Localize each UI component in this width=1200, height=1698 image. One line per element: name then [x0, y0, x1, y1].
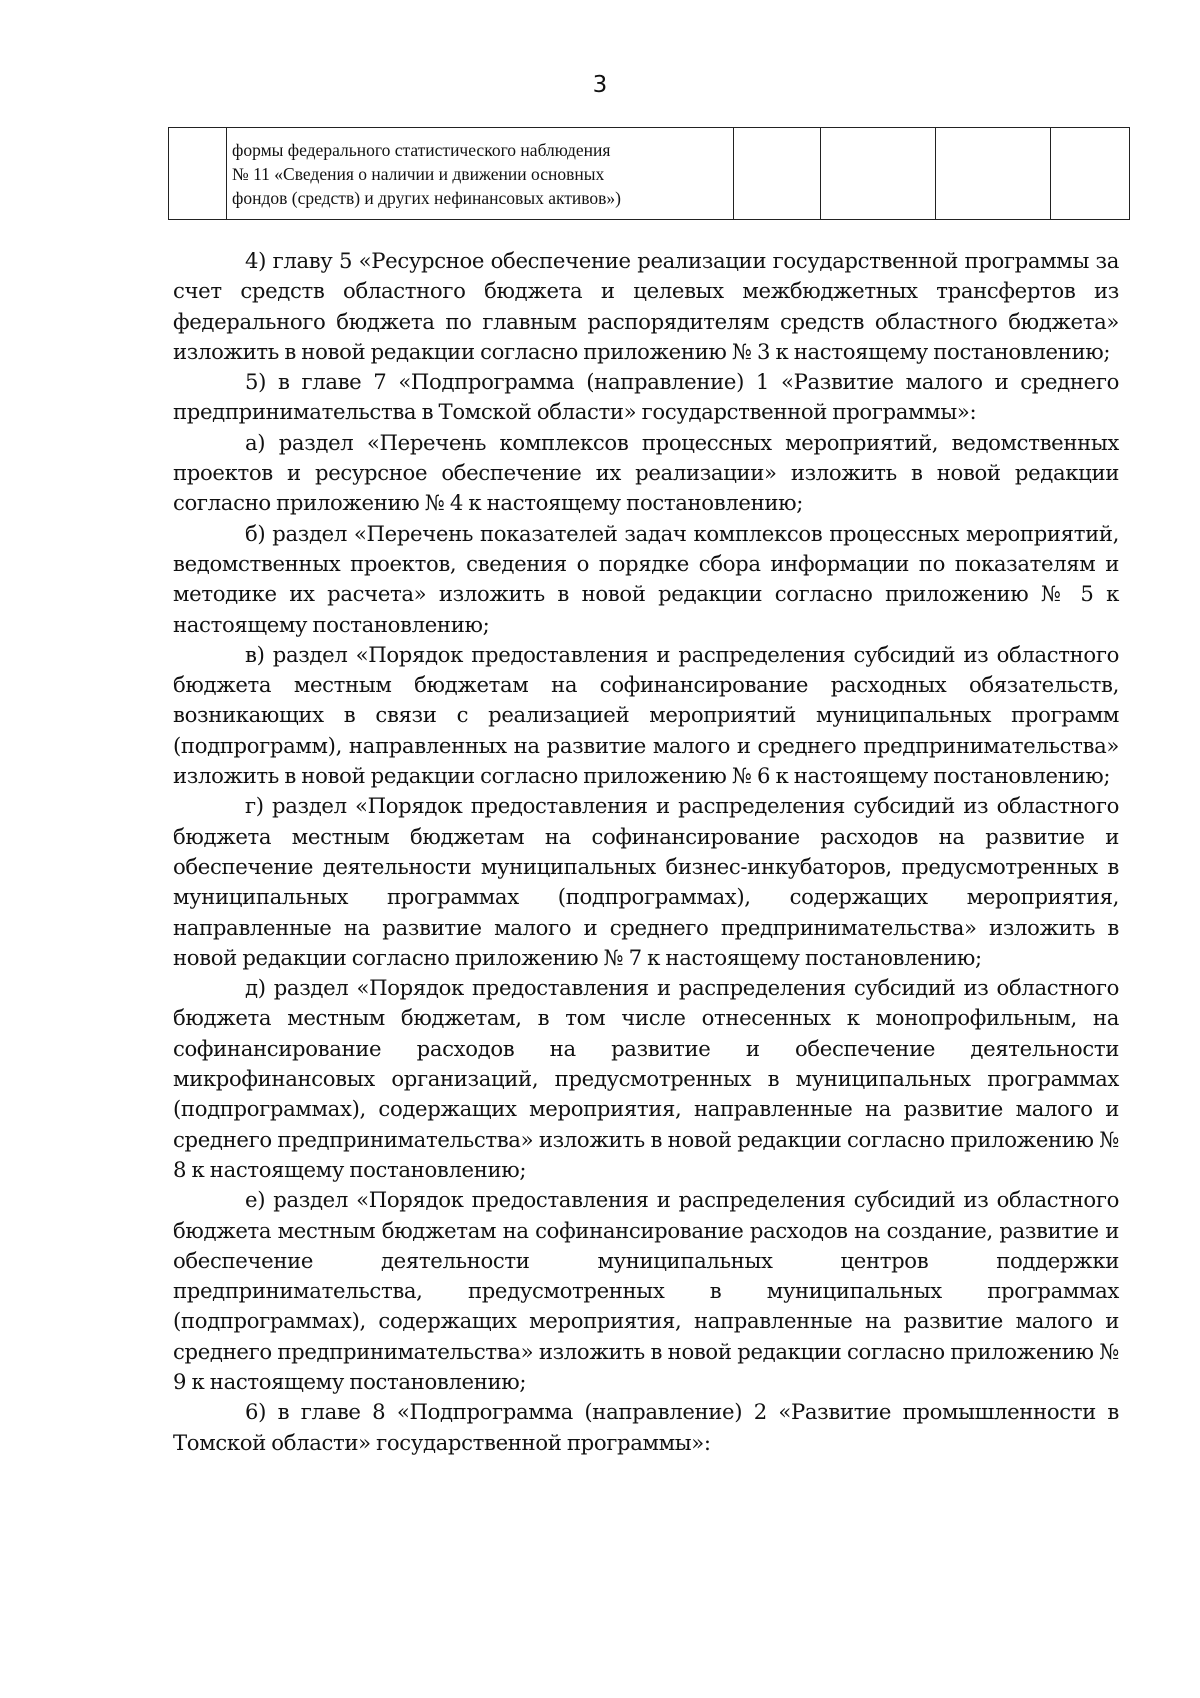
paragraph-item-6: 6) в главе 8 «Подпрограмма (направление) 2 «Развитие промышленности в Томской области» государственной программы»:	[173, 1399, 1119, 1455]
table-cell-empty	[1051, 128, 1130, 220]
page-number: 3	[592, 72, 608, 98]
paragraph-item-5v: в) раздел «Порядок предоставления и распределения субсидий из областного бюджета местным бюджетам на софинансирование расходных обязательств, возникающих в связи с реализацией мероприятий муниципальных программ (подпрограмм), направленных на развитие малого и среднего предпринимательства» изложить в новой редакции согласно приложению № 6 к настоящему постановлению;	[173, 641, 1119, 789]
paragraph-item-5g: г) раздел «Порядок предоставления и распределения субсидий из областного бюджета местным бюджетам на софинансирование расходов на развитие и обеспечение деятельности муниципальных бизнес-инкубаторов, предусмотренных в муниципальных программах (подпрограммах), содержащих мероприятия, направленные на развитие малого и среднего предпринимательства» изложить в новой редакции согласно приложению № 7 к настоящему постановлению;	[173, 793, 1119, 970]
paragraph-item-4: 4) главу 5 «Ресурсное обеспечение реализации государственной программы за счет средств областного бюджета и целевых межбюджетных трансфертов из федерального бюджета по главным распорядителям средств областного бюджета» изложить в новой редакции согласно приложению № 3 к настоящему постановлению;	[173, 248, 1119, 364]
paragraph-item-5: 5) в главе 7 «Подпрограмма (направление) 1 «Развитие малого и среднего предпринимательства в Томской области» государственной программы»:	[173, 369, 1119, 425]
table-cell-empty	[821, 128, 936, 220]
paragraph-item-5d: д) раздел «Порядок предоставления и распределения субсидий из областного бюджета местным бюджетам, в том числе отнесенных к монопрофильным, на софинансирование расходов на развитие и обеспечение деятельности микрофинансовых организаций, предусмотренных в муниципальных программах (подпрограммах), содержащих мероприятия, направленные на развитие малого и среднего предпринимательства» изложить в новой редакции согласно приложению № 8 к настоящему постановлению;	[173, 975, 1119, 1182]
paragraph-item-5e: е) раздел «Порядок предоставления и распределения субсидий из областного бюджета местным бюджетам на софинансирование расходов на создание, развитие и обеспечение деятельности муниципальных центров поддержки предпринимательства, предусмотренных в муниципальных программах (подпрограммах), содержащих мероприятия, направленные на развитие малого и среднего предпринимательства» изложить в новой редакции согласно приложению № 9 к настоящему постановлению;	[173, 1187, 1119, 1394]
table-cell-description: формы федерального статистического наблюдения № 11 «Сведения о наличии и движении основных фондов (средств) и других нефинансовых активов»)	[227, 128, 734, 220]
paragraph-item-5b: б) раздел «Перечень показателей задач комплексов процессных мероприятий, ведомственных проектов, сведения о порядке сбора информации по показателям и методике их расчета» изложить в новой редакции согласно приложению № 5 к настоящему постановлению;	[173, 520, 1119, 637]
table-cell-empty	[734, 128, 821, 220]
table-cell-empty	[936, 128, 1051, 220]
table-row	[169, 128, 1130, 220]
table-cell-number	[169, 128, 227, 220]
document-body	[173, 246, 1119, 1458]
paragraph-item-5a: а) раздел «Перечень комплексов процессных мероприятий, ведомственных проектов и ресурсное обеспечение их реализации» изложить в новой редакции согласно приложению № 4 к настоящему постановлению;	[173, 429, 1119, 516]
continuation-table	[168, 127, 1130, 220]
